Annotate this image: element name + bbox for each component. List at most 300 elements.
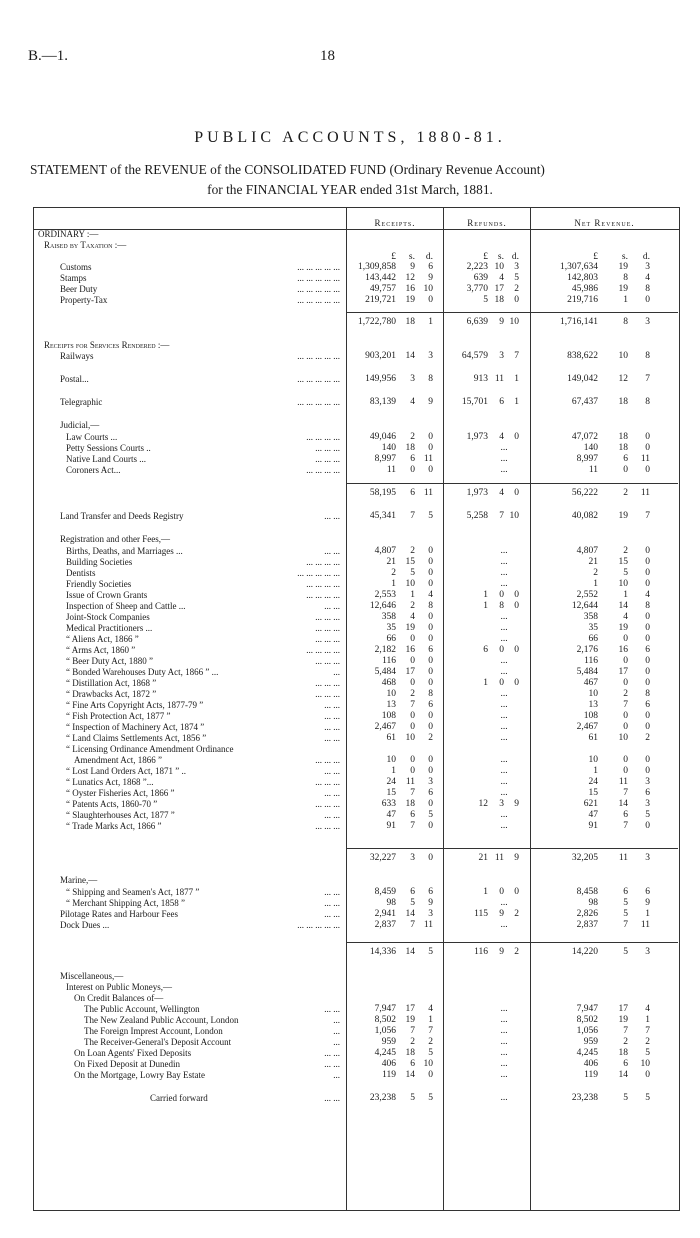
leader-dots: ... ... ...: [315, 821, 340, 831]
refunds-pence: 2: [514, 909, 519, 919]
net-revenue-shillings: 0: [623, 722, 628, 732]
row-label: The Receiver-General's Deposit Account: [84, 1037, 232, 1047]
receipts-pence: 6: [428, 788, 433, 798]
receipts-pence: 0: [428, 1070, 433, 1080]
net-revenue-pounds: 12,644: [571, 601, 598, 611]
net-revenue-pence: 8: [645, 689, 650, 699]
row-label: Native Land Courts ...: [66, 454, 146, 464]
refunds-shillings: 10: [494, 262, 504, 272]
receipts-shillings: 18: [405, 443, 415, 453]
receipts-pence: 0: [428, 465, 433, 475]
receipts-shillings: 3: [410, 853, 415, 863]
leader-dots: ... ...: [324, 511, 340, 521]
net-revenue-pounds: 13: [588, 700, 598, 710]
receipts-pence: 0: [428, 623, 433, 633]
receipts-shillings: 4: [410, 397, 415, 407]
refunds-pence: 9: [514, 853, 519, 863]
leader-dots: ... ...: [324, 722, 340, 732]
net-revenue-pence: 11: [640, 920, 650, 930]
row-label: “ Aliens Act, 1866 ”: [66, 634, 139, 644]
receipts-pence: 0: [428, 853, 433, 863]
receipts-pounds: 4,245: [374, 1048, 396, 1058]
refunds-shillings: 9: [499, 909, 504, 919]
row-label: Marine,—: [60, 875, 98, 885]
subtotal-rule: [531, 942, 678, 943]
refunds-shillings: 6: [499, 397, 504, 407]
net-revenue-pence: 7: [645, 1026, 650, 1036]
statement-title: STATEMENT of the REVENUE of the CONSOLIDATED FUND (Ordinary Revenue Account): [30, 162, 545, 177]
net-revenue-shillings: 4: [623, 612, 628, 622]
row-label: On the Mortgage, Lowry Bay Estate: [74, 1070, 205, 1080]
receipts-pence: 8: [428, 689, 433, 699]
net-revenue-pounds: 1,307,634: [560, 262, 598, 272]
net-revenue-shillings: 19: [618, 262, 628, 272]
net-revenue-pounds: 47,072: [571, 432, 598, 442]
leader-dots: ... ... ...: [315, 656, 340, 666]
net-revenue-pounds: 219,716: [567, 295, 598, 305]
net-revenue-shillings: 2: [623, 689, 628, 699]
refunds-shillings: 9: [499, 947, 504, 957]
leader-dots: ... ... ... ... ...: [297, 262, 340, 272]
row-label: “ Land Claims Settlements Act, 1856 ”: [66, 733, 207, 743]
net-revenue-shillings: 5: [623, 898, 628, 908]
net-revenue-shillings: 14: [618, 601, 628, 611]
net-revenue-pence: 2: [645, 1037, 650, 1047]
receipts-pence: 9: [428, 273, 433, 283]
net-revenue-pounds: 10: [588, 689, 598, 699]
subtotal-rule: [531, 312, 678, 313]
receipts-pounds: 1,056: [374, 1026, 396, 1036]
net-revenue-pounds: 98: [588, 898, 598, 908]
net-revenue-pence: 0: [645, 623, 650, 633]
row-label: “ Arms Act, 1860 ”: [66, 645, 136, 655]
leader-dots: ... ... ... ...: [306, 557, 340, 567]
receipts-shillings: 0: [410, 634, 415, 644]
receipts-shillings: 7: [410, 511, 415, 521]
net-revenue-shillings: 7: [623, 920, 628, 930]
receipts-pounds: 61: [386, 733, 396, 743]
leader-dots: ... ... ...: [315, 443, 340, 453]
refunds-pounds: 6: [483, 645, 488, 655]
refunds-shillings: 9: [499, 317, 504, 327]
receipts-shillings: 18: [405, 799, 415, 809]
refunds-nil: ...: [500, 557, 508, 567]
row-label: “ Shipping and Seamen's Act, 1877 ”: [66, 887, 200, 897]
refunds-pounds: 6,639: [466, 317, 488, 327]
receipts-pence: 0: [428, 557, 433, 567]
refunds-pounds: 1: [483, 887, 488, 897]
row-label: Customs: [60, 262, 92, 272]
leader-dots: ... ...: [324, 909, 340, 919]
row-label: Miscellaneous,—: [60, 971, 124, 981]
receipts-shillings: 2: [410, 432, 415, 442]
refunds-shillings: 3: [499, 799, 504, 809]
net-revenue-pence: 3: [645, 853, 650, 863]
leader-dots: ... ... ... ...: [306, 579, 340, 589]
refunds-nil: ...: [500, 656, 508, 666]
leader-dots: ... ... ... ...: [306, 645, 340, 655]
refunds-pounds: 1,973: [466, 432, 488, 442]
row-label: ORDINARY :—: [38, 229, 99, 239]
row-label: “ Merchant Shipping Act, 1858 ”: [66, 898, 185, 908]
net-revenue-shillings: 0: [623, 656, 628, 666]
net-revenue-pence: 6: [645, 788, 650, 798]
leader-dots: ... ...: [324, 733, 340, 743]
receipts-pounds: 32,227: [369, 853, 396, 863]
row-label: Stamps: [60, 273, 87, 283]
net-revenue-pence: 7: [645, 511, 650, 521]
receipts-shillings: 4: [410, 612, 415, 622]
net-revenue-pence: 4: [645, 590, 650, 600]
receipts-pence: 6: [428, 262, 433, 272]
refunds-nil: ...: [500, 568, 508, 578]
receipts-pounds: 1,722,780: [358, 317, 396, 327]
receipts-pounds: 35: [386, 623, 396, 633]
refunds-pounds: 5,258: [466, 511, 488, 521]
net-revenue-pounds: 108: [583, 711, 598, 721]
row-label: Issue of Crown Grants: [66, 590, 148, 600]
row-label: Dock Dues ...: [60, 920, 110, 930]
subtotal-rule: [531, 848, 678, 849]
refunds-shillings: 11: [494, 853, 504, 863]
refunds-pence: 10: [509, 317, 519, 327]
net-revenue-pence: 6: [645, 887, 650, 897]
receipts-shillings: 14: [405, 947, 415, 957]
net-revenue-pence: 1: [645, 909, 650, 919]
row-label: The Foreign Imprest Account, London: [84, 1026, 223, 1036]
receipts-pence: 4: [428, 590, 433, 600]
receipts-pounds: 406: [381, 1059, 396, 1069]
net-revenue-pounds: 56,222: [571, 488, 598, 498]
row-label: “ Beer Duty Act, 1880 ”: [66, 656, 153, 666]
receipts-pounds: 119: [382, 1070, 396, 1080]
receipts-pence: 0: [428, 568, 433, 578]
row-label: Law Courts ...: [66, 432, 118, 442]
row-label: Beer Duty: [60, 284, 98, 294]
refunds-pence: 0: [514, 678, 519, 688]
receipts-shillings: 16: [405, 645, 415, 655]
net-revenue-pounds: 21: [588, 557, 598, 567]
net-revenue-pence: 1: [645, 1015, 650, 1025]
net-revenue-pence: 0: [645, 766, 650, 776]
refunds-pounds: 1,973: [466, 488, 488, 498]
receipts-shillings: 16: [405, 284, 415, 294]
receipts-shillings: 19: [405, 295, 415, 305]
row-label: Pilotage Rates and Harbour Fees: [60, 909, 178, 919]
net-revenue-shillings: 2: [623, 546, 628, 556]
net-revenue-shillings: 16: [618, 645, 628, 655]
net-revenue-pounds: 10: [588, 755, 598, 765]
receipts-shillings: 7: [410, 920, 415, 930]
subtotal-rule: [444, 312, 530, 313]
receipts-pence: 6: [428, 700, 433, 710]
row-label: Joint-Stock Companies: [66, 612, 150, 622]
refunds-pounds: £: [483, 252, 488, 262]
receipts-pounds: £: [391, 252, 396, 262]
receipts-pence: 6: [428, 887, 433, 897]
receipts-shillings: 19: [405, 1015, 415, 1025]
receipts-pounds: 47: [386, 810, 396, 820]
refunds-shillings: 18: [494, 295, 504, 305]
net-revenue-pence: 0: [645, 557, 650, 567]
leader-dots: ... ... ... ... ...: [297, 273, 340, 283]
net-revenue-pence: 0: [645, 755, 650, 765]
net-revenue-shillings: 11: [618, 853, 628, 863]
refunds-pence: 10: [509, 511, 519, 521]
receipts-pence: 0: [428, 432, 433, 442]
receipts-pounds: 98: [386, 898, 396, 908]
receipts-pence: 11: [423, 488, 433, 498]
net-revenue-pounds: 2,552: [576, 590, 598, 600]
refunds-shillings: 4: [499, 432, 504, 442]
receipts-pence: 0: [428, 755, 433, 765]
leader-dots: ... ...: [324, 810, 340, 820]
net-revenue-pence: 0: [645, 295, 650, 305]
leader-dots: ... ... ... ... ...: [297, 397, 340, 407]
net-revenue-pence: 6: [645, 645, 650, 655]
receipts-shillings: 6: [410, 810, 415, 820]
refunds-shillings: 17: [494, 284, 504, 294]
row-label: “ Drawbacks Act, 1872 ”: [66, 689, 157, 699]
receipts-shillings: 5: [410, 1093, 415, 1103]
row-label: Telegraphic: [60, 397, 103, 407]
refunds-nil: ...: [500, 689, 508, 699]
net-revenue-pounds: 23,238: [571, 1093, 598, 1103]
row-label: Petty Sessions Courts ..: [66, 443, 151, 453]
net-revenue-shillings: 2: [623, 488, 628, 498]
net-revenue-pounds: 24: [588, 777, 598, 787]
receipts-pounds: 140: [381, 443, 396, 453]
net-revenue-shillings: 18: [618, 443, 628, 453]
refunds-shillings: 0: [499, 645, 504, 655]
receipts-pence: 0: [428, 799, 433, 809]
receipts-pence: 3: [428, 909, 433, 919]
leader-dots: ... ... ... ...: [306, 432, 340, 442]
net-revenue-pence: 8: [645, 601, 650, 611]
refunds-nil: ...: [500, 546, 508, 556]
receipts-shillings: 6: [410, 887, 415, 897]
refunds-nil: ...: [500, 443, 508, 453]
row-label: Receipts for Services Rendered :—: [44, 340, 170, 350]
row-label: “ Patents Acts, 1860-70 ”: [66, 799, 158, 809]
receipts-shillings: 7: [410, 1026, 415, 1036]
receipts-pounds: 633: [381, 799, 396, 809]
leader-dots: ... ...: [324, 700, 340, 710]
net-revenue-pounds: 4,807: [576, 546, 598, 556]
receipts-shillings: 0: [410, 465, 415, 475]
row-label: Land Transfer and Deeds Registry: [60, 511, 184, 521]
header-rule: [33, 229, 679, 230]
leader-dots: ...: [333, 667, 340, 677]
receipts-shillings: 9: [410, 262, 415, 272]
row-label: Coroners Act...: [66, 465, 121, 475]
net-revenue-pounds: 47: [588, 810, 598, 820]
net-revenue-pounds: 2,176: [576, 645, 598, 655]
refunds-nil: ...: [500, 623, 508, 633]
receipts-pence: 6: [428, 645, 433, 655]
net-revenue-pence: 0: [645, 667, 650, 677]
net-revenue-shillings: 19: [618, 1015, 628, 1025]
refunds-pence: 3: [514, 262, 519, 272]
refunds-pounds: 116: [474, 947, 488, 957]
net-revenue-shillings: 0: [623, 711, 628, 721]
leader-dots: ... ... ... ... ...: [297, 351, 340, 361]
refunds-nil: ...: [500, 920, 508, 930]
leader-dots: ...: [333, 1015, 340, 1025]
receipts-shillings: s.: [408, 252, 415, 262]
receipts-pounds: 12,646: [369, 601, 396, 611]
receipts-shillings: 17: [405, 1004, 415, 1014]
net-revenue-pence: 0: [645, 443, 650, 453]
refunds-shillings: 11: [494, 374, 504, 384]
row-label: “ Trade Marks Act, 1866 ”: [66, 821, 162, 831]
refunds-pence: 0: [514, 887, 519, 897]
receipts-pounds: 2,553: [374, 590, 396, 600]
receipts-pounds: 23,238: [369, 1093, 396, 1103]
refunds-shillings: 7: [499, 511, 504, 521]
receipts-pence: 0: [428, 678, 433, 688]
receipts-pounds: 8,502: [374, 1015, 396, 1025]
refunds-nil: ...: [500, 810, 508, 820]
net-revenue-pounds: 1: [593, 579, 598, 589]
refunds-pence: 9: [514, 799, 519, 809]
net-revenue-pounds: 621: [583, 799, 598, 809]
receipts-pounds: 21: [386, 557, 396, 567]
receipts-shillings: 14: [405, 351, 415, 361]
refunds-shillings: 0: [499, 887, 504, 897]
leader-dots: ... ... ...: [315, 612, 340, 622]
net-revenue-pence: 5: [645, 1093, 650, 1103]
receipts-pence: 2: [428, 1037, 433, 1047]
row-label: Inspection of Sheep and Cattle ...: [66, 601, 186, 611]
receipts-pence: 0: [428, 821, 433, 831]
net-revenue-shillings: s.: [621, 252, 628, 262]
net-revenue-pence: 10: [640, 1059, 650, 1069]
net-revenue-pence: 0: [645, 634, 650, 644]
refunds-nil: ...: [500, 700, 508, 710]
row-label: Friendly Societies: [66, 579, 132, 589]
refunds-nil: ...: [500, 711, 508, 721]
leader-dots: ... ...: [324, 788, 340, 798]
net-revenue-pounds: 45,986: [571, 284, 598, 294]
receipts-pounds: 358: [381, 612, 396, 622]
net-revenue-pounds: 2: [593, 568, 598, 578]
net-revenue-shillings: 7: [623, 1026, 628, 1036]
leader-dots: ... ... ...: [315, 755, 340, 765]
column-header-receipts: Receipts.: [374, 218, 416, 228]
refunds-pounds: 115: [474, 909, 488, 919]
receipts-pounds: 468: [381, 678, 396, 688]
receipts-shillings: 17: [405, 667, 415, 677]
refunds-shillings: 8: [499, 601, 504, 611]
receipts-pounds: 2,941: [374, 909, 396, 919]
receipts-shillings: 2: [410, 689, 415, 699]
net-revenue-shillings: 14: [618, 799, 628, 809]
net-revenue-pence: 3: [645, 777, 650, 787]
receipts-pounds: 83,139: [369, 397, 396, 407]
receipts-pounds: 8,459: [374, 887, 396, 897]
refunds-pounds: 1: [483, 590, 488, 600]
receipts-pence: 0: [428, 656, 433, 666]
refunds-nil: ...: [500, 634, 508, 644]
net-revenue-shillings: 7: [623, 700, 628, 710]
net-revenue-pounds: 149,042: [567, 374, 598, 384]
receipts-shillings: 18: [405, 1048, 415, 1058]
statement-period: for the FINANCIAL YEAR ended 31st March, 1881.: [207, 182, 493, 197]
receipts-pounds: 45,341: [369, 511, 396, 521]
refunds-pounds: 1: [483, 601, 488, 611]
leader-dots: ...: [333, 1070, 340, 1080]
net-revenue-shillings: 8: [623, 273, 628, 283]
receipts-shillings: 7: [410, 788, 415, 798]
refunds-pence: 2: [514, 947, 519, 957]
refunds-shillings: 0: [499, 590, 504, 600]
net-revenue-shillings: 6: [623, 1059, 628, 1069]
receipts-pence: 0: [428, 766, 433, 776]
receipts-shillings: 6: [410, 1059, 415, 1069]
net-revenue-pounds: 358: [583, 612, 598, 622]
net-revenue-shillings: 19: [618, 623, 628, 633]
net-revenue-pounds: 4,245: [576, 1048, 598, 1058]
net-revenue-pence: 11: [640, 488, 650, 498]
net-revenue-pence: 8: [645, 351, 650, 361]
subtotal-rule: [531, 483, 678, 484]
receipts-pence: 1: [428, 317, 433, 327]
net-revenue-shillings: 5: [623, 568, 628, 578]
leader-dots: ... ... ...: [315, 678, 340, 688]
net-revenue-pounds: £: [593, 252, 598, 262]
row-label: On Loan Agents' Fixed Deposits: [74, 1048, 192, 1058]
receipts-pence: 1: [428, 1015, 433, 1025]
receipts-pounds: 4,807: [374, 546, 396, 556]
refunds-shillings: 3: [499, 351, 504, 361]
net-revenue-pounds: 8,458: [576, 887, 598, 897]
leader-dots: ... ... ... ... ...: [297, 374, 340, 384]
receipts-pence: 0: [428, 667, 433, 677]
refunds-pence: 2: [514, 284, 519, 294]
receipts-pounds: 143,442: [365, 273, 396, 283]
receipts-pounds: 2,182: [374, 645, 396, 655]
receipts-pence: d.: [425, 252, 433, 262]
net-revenue-pounds: 66: [588, 634, 598, 644]
net-revenue-pounds: 959: [583, 1037, 598, 1047]
receipts-pence: 4: [428, 1004, 433, 1014]
net-revenue-pounds: 467: [583, 678, 598, 688]
subtotal-rule: [347, 312, 443, 313]
receipts-shillings: 10: [405, 579, 415, 589]
receipts-pounds: 91: [386, 821, 396, 831]
receipts-shillings: 0: [410, 678, 415, 688]
net-revenue-pounds: 838,622: [567, 351, 598, 361]
row-label: The Public Account, Wellington: [84, 1004, 200, 1014]
net-revenue-shillings: 10: [618, 733, 628, 743]
leader-dots: ... ... ... ... ...: [297, 568, 340, 578]
receipts-pounds: 8,997: [374, 454, 396, 464]
leader-dots: ... ... ... ... ...: [297, 920, 340, 930]
receipts-shillings: 14: [405, 1070, 415, 1080]
net-revenue-pounds: 116: [584, 656, 598, 666]
refunds-pence: 0: [514, 645, 519, 655]
net-revenue-pence: 3: [645, 317, 650, 327]
refunds-pence: 0: [514, 488, 519, 498]
refunds-nil: ...: [500, 667, 508, 677]
receipts-shillings: 0: [410, 711, 415, 721]
row-label: Amendment Act, 1866 ”: [74, 755, 162, 765]
receipts-pounds: 58,195: [369, 488, 396, 498]
row-label: “ Licensing Ordinance Amendment Ordinance: [66, 744, 234, 754]
net-revenue-pence: 0: [645, 678, 650, 688]
receipts-pence: 2: [428, 733, 433, 743]
